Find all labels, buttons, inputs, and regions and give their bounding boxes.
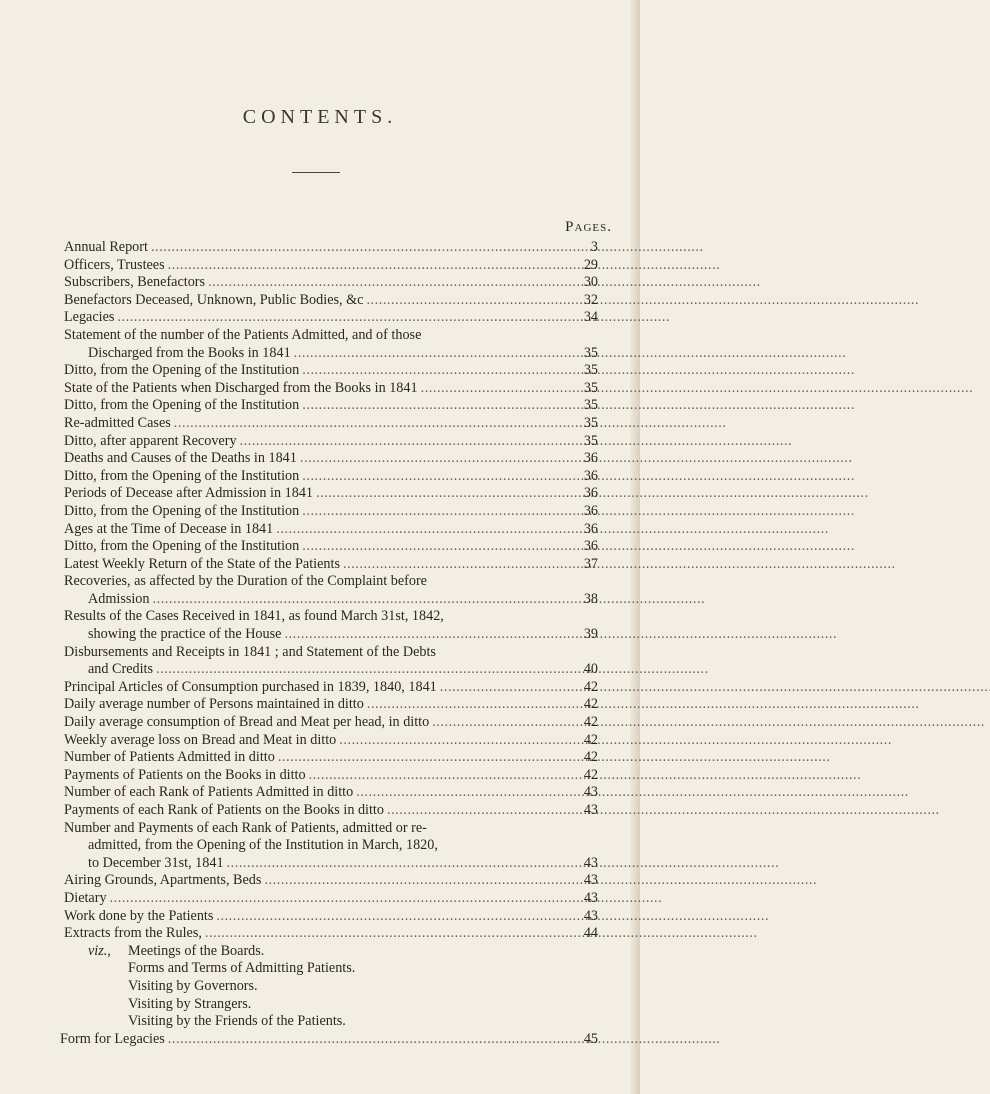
- viz-item: Meetings of the Boards.: [128, 942, 265, 959]
- toc-entry-line: [64, 802, 598, 820]
- toc-entry: [64, 714, 598, 732]
- toc-entry-text: Recoveries, as affected by the Duration of the Complaint before: [64, 573, 427, 590]
- toc-entry: [64, 239, 598, 257]
- toc-entry: [64, 820, 598, 873]
- dot-leader: [339, 732, 579, 750]
- toc-entry-line: [64, 855, 598, 873]
- toc-entry-text: Daily average number of Persons maintained in ditto: [64, 696, 364, 713]
- toc-entry-line: [64, 784, 598, 802]
- toc-entry: [64, 397, 598, 415]
- dot-leader: [174, 415, 579, 433]
- toc-entry: [64, 784, 598, 802]
- dot-leader: [294, 345, 579, 363]
- toc-entry: [64, 362, 598, 380]
- toc-entry-line: [64, 556, 598, 574]
- toc-entry-text: Form for Legacies: [60, 1030, 165, 1047]
- toc-entry-line: [64, 468, 598, 486]
- toc-page-number: 42: [583, 678, 598, 695]
- toc-entry-text: Dietary: [64, 889, 107, 906]
- toc-entry: [64, 521, 598, 539]
- toc-entry-line: [64, 433, 598, 451]
- toc-entry-text: Admission: [88, 590, 150, 607]
- toc-entry-line: [64, 274, 598, 292]
- toc-page-number: 43: [583, 802, 598, 818]
- toc-entry: [64, 679, 598, 697]
- viz-item: Visiting by Governors.: [128, 977, 258, 994]
- toc-entry: [64, 503, 598, 521]
- toc-page-number: 38: [583, 590, 598, 607]
- toc-page-number: 39: [583, 626, 598, 643]
- toc-entry-line: [64, 309, 598, 327]
- toc-page-number: 35: [583, 344, 598, 361]
- toc-page-number: 42: [583, 714, 598, 731]
- toc-entry-text: Payments of Patients on the Books in ditto: [64, 766, 306, 783]
- toc-page-number: 35: [583, 432, 598, 449]
- toc-entry-text: Airing Grounds, Apartments, Beds: [64, 872, 262, 889]
- dot-leader: [302, 468, 579, 486]
- toc-entry-line: [60, 1031, 598, 1049]
- dot-leader: [421, 380, 579, 398]
- toc-page-number: 36: [583, 538, 598, 555]
- dot-leader: [208, 274, 579, 292]
- toc-entry: [64, 608, 598, 643]
- toc-entry-line: [64, 239, 598, 257]
- toc-entry-text: Number of Patients Admitted in ditto: [64, 749, 275, 766]
- toc-entry: [64, 749, 598, 767]
- toc-entry-text: Ditto, after apparent Recovery: [64, 432, 237, 449]
- toc-entry-text: Work done by the Patients: [64, 907, 214, 924]
- toc-entry-line: [64, 767, 598, 785]
- toc-entry-text: Payments of each Rank of Patients on the Books in ditto: [64, 802, 384, 818]
- dot-leader: [151, 239, 579, 257]
- toc-entry-line: [64, 450, 598, 468]
- dot-leader: [227, 855, 579, 873]
- toc-entry-line: [64, 679, 598, 697]
- dot-leader: [240, 433, 579, 451]
- toc-page-number: 43: [583, 872, 598, 889]
- viz-item: Visiting by Strangers.: [128, 995, 252, 1012]
- toc-page-number: 43: [583, 889, 598, 906]
- toc-entry: [64, 732, 598, 750]
- dot-leader: [367, 696, 579, 714]
- toc-entry-line: [64, 415, 598, 433]
- toc-page-number: 32: [583, 291, 598, 308]
- toc-page-number: 34: [583, 309, 598, 326]
- dot-leader: [264, 872, 579, 890]
- dot-leader: [302, 538, 579, 556]
- toc-page-number: 36: [583, 467, 598, 484]
- toc-entry-line: [64, 503, 598, 521]
- dot-leader: [284, 626, 579, 644]
- toc-entry-text: Ages at the Time of Decease in 1841: [64, 520, 274, 537]
- viz-item: Forms and Terms of Admitting Patients.: [128, 960, 356, 977]
- dot-leader: [309, 767, 579, 785]
- toc-page-number: 35: [583, 379, 598, 396]
- toc-page-number: 37: [583, 555, 598, 572]
- title-rule: [292, 172, 340, 173]
- toc-entry-text: Annual Report: [64, 239, 148, 255]
- toc-entry-text: Ditto, from the Opening of the Institution: [64, 362, 300, 379]
- toc-page-number: 43: [583, 907, 598, 924]
- dot-leader: [216, 908, 579, 926]
- toc-page-number: 44: [583, 925, 598, 942]
- dot-leader: [153, 591, 580, 609]
- toc-entry: [64, 802, 598, 820]
- toc-entry-line: [64, 749, 598, 767]
- toc-entry-text: Subscribers, Benefactors: [64, 274, 206, 291]
- toc-entry: [64, 274, 598, 292]
- toc-page-number: 45: [583, 1030, 598, 1047]
- toc-page-number: 42: [583, 731, 598, 748]
- toc-entry-text: Number and Payments of each Rank of Patients, admitted or re-: [64, 819, 427, 836]
- toc-entry: [64, 380, 598, 398]
- dot-leader: [432, 714, 579, 732]
- toc-entry-text: Extracts from the Rules,: [64, 925, 202, 942]
- viz-label: viz.,: [88, 942, 111, 959]
- toc-entry-line: [64, 732, 598, 750]
- toc-entry-text: Disbursements and Receipts in 1841 ; and Statement of the Debts: [64, 643, 436, 660]
- toc-entry-text: Ditto, from the Opening of the Institution: [64, 538, 300, 555]
- dot-leader: [387, 802, 579, 820]
- toc-entry: [64, 292, 598, 310]
- toc-entry-line: [64, 538, 598, 556]
- toc-entry: [64, 908, 598, 926]
- toc-entry-text: Benefactors Deceased, Unknown, Public Bodies, &c: [64, 291, 364, 308]
- toc-entry-text: Statement of the number of the Patients Admitted, and of those: [64, 326, 422, 343]
- toc-entry-text: Number of each Rank of Patients Admitted in ditto: [64, 784, 354, 801]
- toc-entry-line: [64, 257, 598, 275]
- toc-entry-text: Results of the Cases Received in 1841, as found March 31st, 1842,: [64, 608, 444, 625]
- toc-page-number: 43: [583, 784, 598, 801]
- toc-entry: [64, 468, 598, 486]
- page-title: CONTENTS.: [242, 106, 398, 128]
- toc-entry-line: [64, 362, 598, 380]
- toc-page-number: 35: [583, 397, 598, 414]
- dot-leader: [356, 784, 579, 802]
- toc-entry-line: [64, 626, 598, 644]
- dot-leader: [168, 1031, 579, 1049]
- dot-leader: [440, 679, 579, 697]
- toc-page-number: 36: [583, 502, 598, 519]
- toc-entry: [64, 767, 598, 785]
- toc-entry-text: Ditto, from the Opening of the Institution: [64, 467, 300, 484]
- toc-entry: [64, 485, 598, 503]
- toc-entry-text: showing the practice of the House: [88, 626, 282, 643]
- dot-leader: [300, 450, 579, 468]
- toc-entry: [64, 925, 598, 943]
- toc-page-number: 36: [583, 520, 598, 537]
- dot-leader: [110, 890, 579, 908]
- dot-leader: [168, 257, 579, 275]
- toc-entry-text: Ditto, from the Opening of the Institution: [64, 397, 300, 414]
- viz-item: Visiting by the Friends of the Patients.: [128, 1013, 346, 1030]
- toc-entry-line: [64, 714, 598, 732]
- dot-leader: [156, 661, 579, 679]
- toc-entry-line: [64, 661, 598, 679]
- toc-entry-text: admitted, from the Opening of the Institution in March, 1820,: [88, 837, 438, 854]
- toc-entry: [64, 257, 598, 275]
- dot-leader: [302, 503, 579, 521]
- toc-entry-text: Latest Weekly Return of the State of the Patients: [64, 555, 340, 572]
- toc-entry-line: [64, 872, 598, 890]
- dot-leader: [278, 749, 579, 767]
- toc-entry-text: Discharged from the Books in 1841: [88, 344, 291, 361]
- toc-page-number: 36: [583, 450, 598, 467]
- contents-list: [60, 239, 598, 1048]
- toc-entry-line: [64, 521, 598, 539]
- toc-entry: [64, 538, 598, 556]
- toc-page-number: 35: [583, 362, 598, 379]
- toc-entry-text: Deaths and Causes of the Deaths in 1841: [64, 450, 297, 467]
- toc-entry-text: State of the Patients when Discharged from the Books in 1841: [64, 379, 418, 396]
- toc-page-number: 42: [583, 749, 598, 766]
- toc-entry-text: Re-admitted Cases: [64, 414, 171, 431]
- dot-leader: [316, 485, 579, 503]
- toc-entry-line: [64, 925, 598, 943]
- toc-page-number: 36: [583, 485, 598, 502]
- toc-entry: [64, 433, 598, 451]
- toc-entry-line: [64, 591, 598, 609]
- dot-leader: [302, 362, 579, 380]
- toc-page-number: 40: [583, 661, 598, 678]
- toc-entry-line: [64, 890, 598, 908]
- dot-leader: [366, 292, 579, 310]
- dot-leader: [205, 925, 579, 943]
- dot-leader: [302, 397, 579, 415]
- toc-entry-text: Daily average consumption of Bread and Meat per head, in ditto: [64, 714, 430, 731]
- dot-leader: [276, 521, 579, 539]
- toc-entry: [64, 309, 598, 327]
- viz-list: [64, 943, 598, 1031]
- toc-entry-text: Ditto, from the Opening of the Institution: [64, 502, 300, 519]
- toc-entry: [64, 327, 598, 362]
- toc-page-number: 29: [583, 256, 598, 273]
- toc-entry-line: [64, 485, 598, 503]
- toc-entry-text: Principal Articles of Consumption purchased in 1839, 1840, 1841: [64, 678, 437, 695]
- viz-first-line: [88, 943, 598, 961]
- dot-leader: [117, 309, 579, 327]
- toc-entry-line: [64, 380, 598, 398]
- dot-leader: [343, 556, 579, 574]
- toc-page-number: 3: [590, 239, 598, 255]
- toc-entry: [64, 556, 598, 574]
- toc-page-number: 30: [583, 274, 598, 291]
- toc-entry: [64, 890, 598, 908]
- toc-entry-text: Officers, Trustees: [64, 256, 165, 273]
- toc-entry: [64, 696, 598, 714]
- toc-entry-line: [64, 397, 598, 415]
- toc-page-number: 42: [583, 766, 598, 783]
- toc-entry: [64, 573, 598, 608]
- toc-entry-text: Periods of Decease after Admission in 1841: [64, 485, 314, 502]
- toc-entry: [64, 872, 598, 890]
- toc-entry-text: Weekly average loss on Bread and Meat in ditto: [64, 731, 337, 748]
- toc-entry: [64, 415, 598, 433]
- toc-entry: [64, 644, 598, 679]
- toc-entry: [64, 450, 598, 468]
- toc-entry-text: Legacies: [64, 309, 115, 326]
- toc-page-number: 35: [583, 414, 598, 431]
- toc-entry-text: and Credits: [88, 661, 154, 678]
- toc-entry-line: [64, 908, 598, 926]
- toc-entry-form: [60, 1031, 598, 1049]
- pages-column-heading: Pages.: [565, 219, 612, 235]
- toc-entry-line: [64, 292, 598, 310]
- toc-entry-text: to December 31st, 1841: [88, 854, 224, 871]
- toc-page-number: 42: [583, 696, 598, 713]
- toc-page-number: 43: [583, 854, 598, 871]
- toc-entry-line: [64, 696, 598, 714]
- toc-entry-line: [64, 345, 598, 363]
